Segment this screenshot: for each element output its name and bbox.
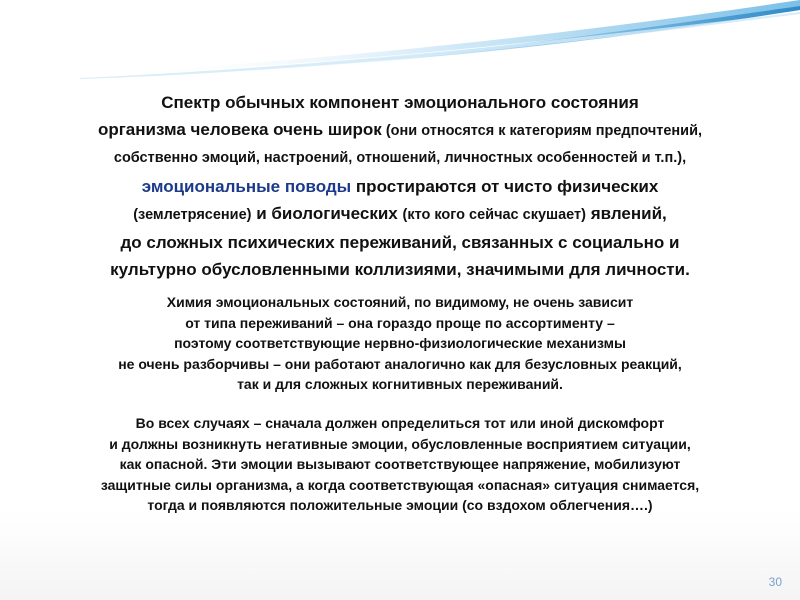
paragraph-chemistry xyxy=(10,292,790,395)
text-small: (они относятся к категориям предпочтений, xyxy=(381,123,703,140)
paragraph-discomfort-line-4: защитные силы организма, а когда соответствующая «опасная» ситуация снимается, xyxy=(100,476,700,493)
paragraph-discomfort-line-5: тогда и появляются положительные эмоции (со вздохом облегчения….) xyxy=(147,497,653,514)
text-bold: явлений, xyxy=(585,203,667,223)
paragraph-discomfort-line-3: как опасной. Эти эмоции вызывают соответствующее напряжение, мобилизуют xyxy=(119,456,681,473)
paragraph-chemistry-line-3: поэтому соответствующие нервно-физиологические механизмы xyxy=(174,335,626,352)
text-bold: и биологических xyxy=(251,203,403,223)
text-small: (кто кого сейчас скушает) xyxy=(402,206,586,223)
paragraph-intro-line-7: культурно обусловленными коллизиями, значимыми для личности. xyxy=(110,260,690,280)
text-bold: организма человека очень широк xyxy=(97,120,382,140)
paragraph-intro xyxy=(10,89,790,283)
paragraph-intro-line-1: Спектр обычных компонент эмоционального состояния xyxy=(161,93,639,112)
paragraph-intro-line-4 xyxy=(10,173,790,200)
paragraph-chemistry-line-1: Химия эмоциональных состояний, по видимому, не очень зависит xyxy=(166,294,634,310)
page-number: 30 xyxy=(768,575,782,589)
paragraph-intro-line-5 xyxy=(10,200,790,229)
emotional-triggers-highlight: эмоциональные поводы xyxy=(141,176,352,196)
text-bold: простираются от чисто физических xyxy=(351,176,659,196)
paragraph-intro-line-3: собственно эмоций, настроений, отношений, личностных особенностей и т.п.), xyxy=(113,150,687,167)
paragraph-intro-line-6: до сложных психических переживаний, связанных с социально и xyxy=(120,233,680,253)
paragraph-intro-line-2 xyxy=(10,116,790,145)
paragraph-chemistry-line-2: от типа переживаний – она гораздо проще по ассортименту – xyxy=(185,314,615,331)
text-small: (землетрясение) xyxy=(133,206,252,223)
paragraph-discomfort xyxy=(10,413,790,516)
paragraph-chemistry-line-4: не очень разборчивы – они работают аналогично как для безусловных реакций, xyxy=(118,355,682,372)
paragraph-discomfort-line-2: и должны возникнуть негативные эмоции, обусловленные восприятием ситуации, xyxy=(109,435,691,452)
paragraph-discomfort-line-1: Во всех случаях – сначала должен определиться тот или иной дискомфорт xyxy=(135,415,665,431)
paragraph-chemistry-line-5: так и для сложных когнитивных переживаний. xyxy=(237,376,563,393)
